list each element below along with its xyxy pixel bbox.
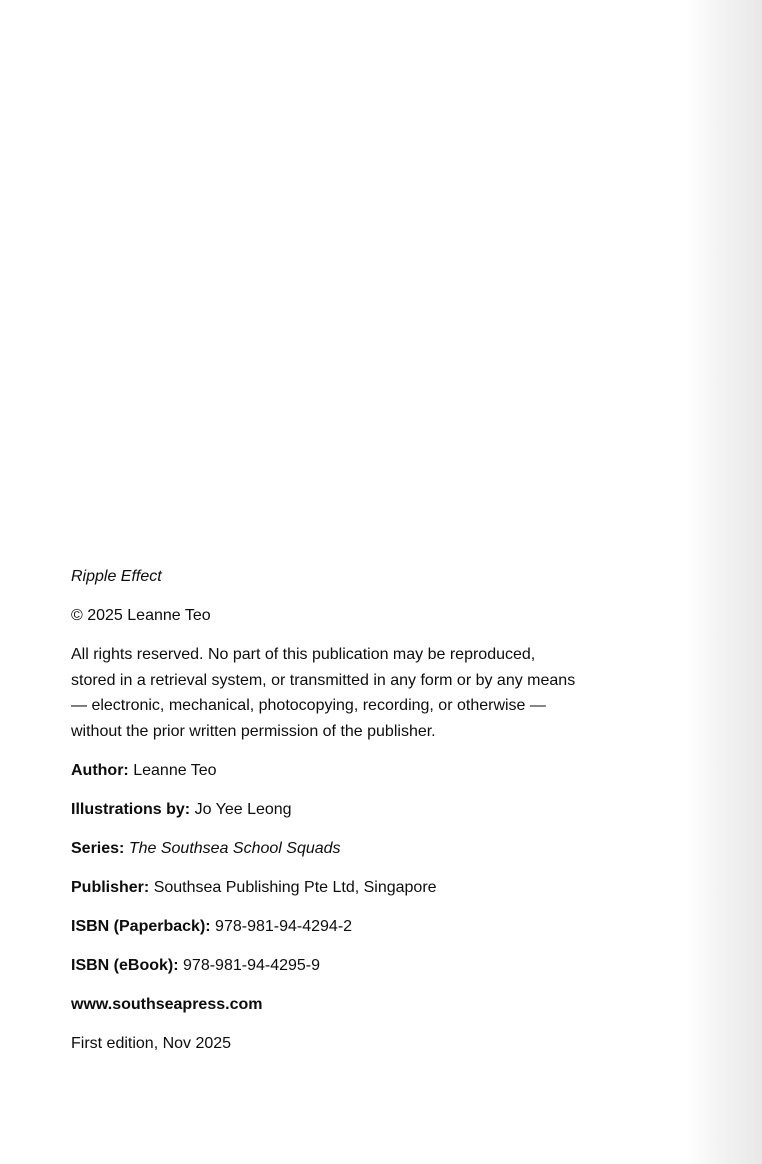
rights-line: without the prior written permission of the publisher. — [71, 722, 436, 740]
field-label: ISBN (Paperback): — [71, 918, 211, 935]
field-isbn-ebook — [71, 953, 691, 978]
field-publisher — [71, 875, 691, 900]
field-value: 978-981-94-4295-9 — [183, 957, 321, 974]
edition-line: First edition, Nov 2025 — [71, 1035, 232, 1052]
field-illustrations — [71, 797, 691, 822]
field-value: 978-981-94-4294-2 — [215, 918, 353, 935]
field-series — [71, 836, 691, 861]
field-label: Author: — [71, 762, 129, 779]
field-label: Illustrations by: — [71, 801, 191, 818]
field-value: Southsea Publishing Pte Ltd, Singapore — [153, 879, 437, 896]
colophon-block — [71, 564, 691, 1070]
field-value: Jo Yee Leong — [194, 801, 292, 818]
publisher-website: www.southseapress.com — [71, 996, 263, 1013]
field-isbn-paperback — [71, 914, 691, 939]
rights-line: stored in a retrieval system, or transmitted in any form or by any means — [71, 671, 576, 689]
rights-notice — [71, 642, 691, 744]
field-label: Series: — [71, 840, 125, 857]
book-title: Ripple Effect — [71, 568, 162, 585]
rights-line: — electronic, mechanical, photocopying, recording, or otherwise — — [71, 697, 546, 714]
field-value: Leanne Teo — [133, 762, 217, 779]
field-value: The Southsea School Squads — [128, 840, 341, 857]
field-label: Publisher: — [71, 879, 150, 896]
page-edge-shadow — [687, 0, 762, 1164]
copyright-line: © 2025 Leanne Teo — [71, 607, 211, 624]
field-label: ISBN (eBook): — [71, 957, 179, 974]
rights-line: All rights reserved. No part of this publication may be reproduced, — [71, 646, 536, 663]
field-author — [71, 758, 691, 783]
